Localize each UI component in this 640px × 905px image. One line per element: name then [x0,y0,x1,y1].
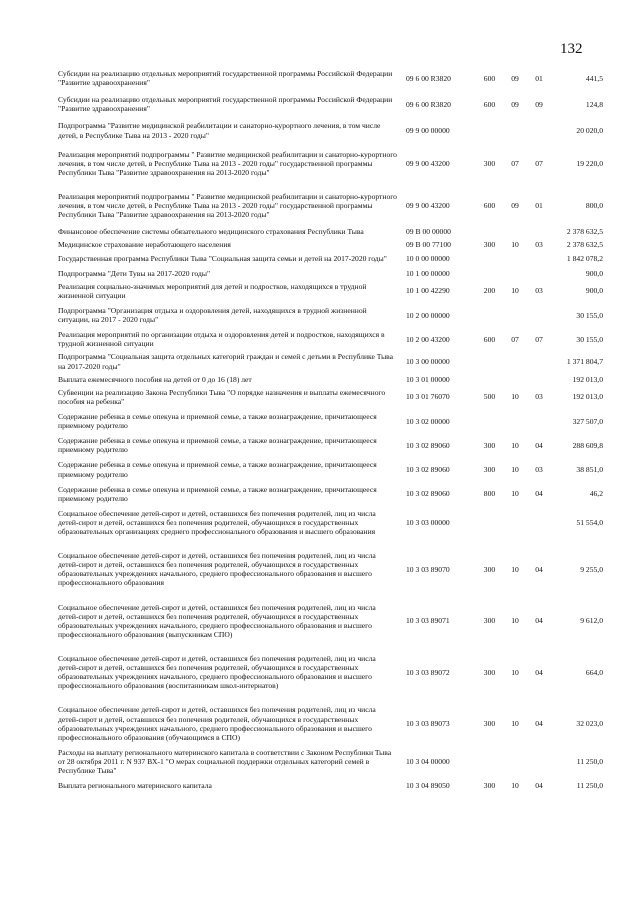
row-subsection [527,504,551,537]
row-subsection [527,114,551,140]
row-code: 10 3 02 00000 [406,416,450,426]
row-expense-type: 300 [483,158,496,168]
table-row [58,349,603,371]
row-name: Расходы на выплату регионального материнского капитала в соответствии с Законом Республики Тыва от 28 октября 2011 г. N 937 ВХ-1 "О мерах социальной поддержки отдельных категорий семей в Республике Тыва" [58,747,392,776]
row-amount: 124,8 [585,99,603,109]
row-section: 10 [511,286,519,296]
row-subsection: 07 [535,158,543,168]
row-expense-type: 300 [483,781,496,791]
row-code: 10 3 00 00000 [406,356,450,366]
table-row [58,385,603,407]
row-expense-type: 300 [483,667,496,677]
row-name: Социальное обеспечение детей-сирот и детей, оставшихся без попечения родителей, лиц из числа детей-сирот и детей, оставшихся без попечения родителей, обучающихся в государственных образовательных учреждениях начального, среднего профессионального образования и высшего профессионального образования (воспитанникам школ-интернатов) [58,654,376,691]
row-subsection: 03 [535,392,543,402]
table-row [58,743,603,776]
row-amount: 46,2 [589,489,603,499]
row-name: Выплата ежемесячного пособия на детей от 0 до 16 (18) лет [58,374,252,384]
row-amount: 30 155,0 [576,334,603,344]
row-name: Реализация мероприятий подпрограммы " Развитие медицинской реабилитации и санаторно-курортного лечения, в том числе детей, в Республике Тыва на 2013 - 2020 годы" государственной программы Республики Тыва "Развитие здравоохранения на 2013-2020 годы" [58,191,397,220]
row-amount: 441,5 [585,73,603,83]
row-code: 09 9 00 00000 [406,125,450,135]
row-expense-type [476,743,503,776]
row-name: Субсидии на реализацию отдельных мероприятий государственной программы Российской Федерации "Развитие здравоохранения" [58,69,393,88]
row-section: 09 [511,99,519,109]
table-row [58,251,603,264]
row-section: 10 [511,464,519,474]
row-code: 10 3 01 76070 [406,392,450,402]
row-expense-type: 600 [483,201,496,211]
row-subsection: 03 [535,464,543,474]
row-subsection: 03 [535,240,543,250]
row-name: Содержание ребенка в семье опекуна и приемной семье, а также вознаграждение, причитающееся приемному родителю [58,460,377,479]
row-subsection: 04 [535,440,543,450]
row-code: 09 6 00 R3820 [406,73,451,83]
row-expense-type [476,504,503,537]
row-code: 09 6 00 R3820 [406,99,451,109]
row-expense-type: 300 [483,719,496,729]
row-section [503,220,527,237]
table-row [58,407,603,431]
row-code: 10 2 00 00000 [406,310,450,320]
row-expense-type: 300 [483,240,496,250]
table-row [58,264,603,279]
row-amount: 51 554,0 [576,517,603,527]
table-row [58,691,603,742]
row-name: Социальное обеспечение детей-сирот и детей, оставшихся без попечения родителей, лиц из числа детей-сирот и детей, оставшихся без попечения родителей, обучающихся в государственных образовательных организациях среднего профессионального образования и высшего образования [58,508,376,537]
row-amount: 1 371 804,7 [566,356,603,366]
row-expense-type: 300 [483,440,496,450]
row-section [503,407,527,431]
row-subsection [527,407,551,431]
table-row [58,504,603,537]
row-name: Субсидии на реализацию отдельных мероприятий государственной программы Российской Федерации "Развитие здравоохранения" [58,95,393,114]
row-expense-type [476,407,503,431]
row-code: 10 1 00 00000 [406,268,450,278]
row-amount: 900,0 [585,286,603,296]
row-code: 10 2 00 43200 [406,334,450,344]
row-amount: 664,0 [585,667,603,677]
row-name: Подпрограмма "Развитие медицинской реабилитации и санаторно-курортного лечения, в том числе детей, в Республике Тыва на 2013 - 2020 годы" [58,121,381,140]
row-expense-type [476,251,503,264]
row-amount: 30 155,0 [576,310,603,320]
row-expense-type [476,301,503,325]
table-row [58,640,603,691]
row-expense-type: 300 [483,464,496,474]
row-code: 09 9 00 43200 [406,158,450,168]
table-row [58,431,603,455]
row-section [503,743,527,776]
row-section: 09 [511,201,519,211]
table-row [58,325,603,349]
row-amount: 38 851,0 [576,464,603,474]
row-section: 10 [511,781,519,791]
row-code: 10 3 03 89072 [406,667,450,677]
row-code: 10 3 03 89073 [406,719,450,729]
row-code: 10 3 02 89060 [406,440,450,450]
row-expense-type [476,372,503,385]
row-amount: 288 609,8 [572,440,603,450]
table-row [58,455,603,479]
row-amount: 800,0 [585,201,603,211]
row-code: 10 3 03 00000 [406,517,450,527]
table-row [58,237,603,250]
row-code: 09 В 00 00000 [406,227,451,237]
row-subsection: 04 [535,781,543,791]
table-row [58,372,603,385]
row-subsection: 01 [535,201,543,211]
row-subsection [527,301,551,325]
row-name: Выплата регионального материнского капитала [58,781,212,791]
row-section: 10 [511,240,519,250]
row-section: 10 [511,667,519,677]
row-name: Социальное обеспечение детей-сирот и детей, оставшихся без попечения родителей, лиц из числа детей-сирот и детей, оставшихся без попечения родителей, обучающихся в государственных образовательных учреждениях начального, среднего профессионального образования и высшего профессионального образования [58,551,376,588]
row-section [503,301,527,325]
row-name: Содержание ребенка в семье опекуна и приемной семье, а также вознаграждение, причитающееся приемному родителю [58,411,377,431]
row-amount: 192 013,0 [572,392,603,402]
row-expense-type: 500 [483,392,496,402]
row-expense-type [476,349,503,371]
row-section: 07 [511,158,519,168]
row-subsection [527,264,551,279]
row-expense-type: 600 [483,99,496,109]
row-name: Социальное обеспечение детей-сирот и детей, оставшихся без попечения родителей, лиц из числа детей-сирот и детей, оставшихся без попечения родителей, обучающихся в государственных образовательных учреждениях начального, среднего профессионального образования и высшего профессионального образования (обучающимся в СПО) [58,705,376,742]
row-amount: 32 023,0 [576,719,603,729]
row-name: Подпрограмма "Организация отдыха и оздоровления детей, находящихся в трудной жизненной ситуации, на 2017 - 2020 годы" [58,305,367,325]
row-subsection: 03 [535,286,543,296]
row-name: Содержание ребенка в семье опекуна и приемной семье, а также вознаграждение, причитающееся приемному родителю [58,484,377,503]
table-row [58,141,603,178]
page-number: 132 [560,41,583,57]
row-code: 10 3 03 89071 [406,616,450,626]
row-code: 10 3 04 00000 [406,757,450,767]
table-row [58,279,603,301]
row-subsection: 04 [535,564,543,574]
row-expense-type [476,264,503,279]
row-amount: 192 013,0 [572,374,603,384]
row-subsection [527,372,551,385]
row-section [503,372,527,385]
row-section [503,349,527,371]
row-amount: 9 612,0 [580,616,603,626]
row-section [503,251,527,264]
row-subsection: 04 [535,719,543,729]
table-row [58,589,603,640]
table-row [58,220,603,237]
row-name: Реализация мероприятий по организации отдыха и оздоровления детей и подростков, находящихся в трудной жизненной ситуации [58,330,385,349]
row-amount: 11 250,0 [576,781,603,791]
row-name: Финансовое обеспечение системы обязательного медицинского страхования Республики Тыва [58,227,364,237]
row-code: 10 1 00 42290 [406,286,450,296]
row-amount: 327 507,0 [572,416,603,426]
table-row [58,776,603,791]
row-section: 10 [511,564,519,574]
row-amount: 9 255,0 [580,564,603,574]
row-expense-type: 800 [483,489,496,499]
row-expense-type [476,114,503,140]
row-section: 09 [511,73,519,83]
row-amount: 2 378 632,5 [566,240,603,250]
row-section [503,264,527,279]
row-name: Подпрограмма "Дети Тувы на 2017-2020 годы" [58,268,211,278]
row-code: 10 0 00 00000 [406,253,450,263]
row-section [503,114,527,140]
row-subsection [527,220,551,237]
row-code: 10 3 02 89060 [406,489,450,499]
row-code: 10 3 04 89050 [406,781,450,791]
row-subsection: 04 [535,667,543,677]
row-amount: 2 378 632,5 [566,227,603,237]
row-amount: 900,0 [585,268,603,278]
row-code: 10 3 03 89070 [406,564,450,574]
row-name: Субвенции на реализацию Закона Республики Тыва "О порядке назначения и выплаты ежемесячного пособия на ребенка" [58,387,386,406]
row-amount: 19 220,0 [576,158,603,168]
table-row [58,178,603,220]
row-code: 09 9 00 43200 [406,201,450,211]
table-row [58,537,603,588]
row-section: 10 [511,392,519,402]
row-name: Содержание ребенка в семье опекуна и приемной семье, а также вознаграждение, причитающееся приемному родителю [58,436,377,455]
table-row [58,480,603,504]
row-subsection: 01 [535,73,543,83]
row-section: 10 [511,719,519,729]
row-name: Подпрограмма "Социальная защита отдельных категорий граждан и семей с детьми в Республике Тыва на 2017-2020 годы" [58,352,394,371]
row-amount: 1 842 078,2 [566,253,603,263]
table-body [58,68,603,791]
row-subsection [527,349,551,371]
row-section: 07 [511,334,519,344]
row-subsection: 04 [535,616,543,626]
row-expense-type: 300 [483,616,496,626]
row-expense-type: 300 [483,564,496,574]
budget-table [58,68,603,791]
table-row [58,88,603,114]
row-subsection: 09 [535,99,543,109]
row-expense-type [476,220,503,237]
table-row [58,114,603,140]
row-code: 10 3 02 89060 [406,464,450,474]
row-section: 10 [511,489,519,499]
table-row [58,301,603,325]
row-expense-type: 600 [483,334,496,344]
row-amount: 20 020,0 [576,125,603,135]
row-name: Социальное обеспечение детей-сирот и детей, оставшихся без попечения родителей, лиц из числа детей-сирот и детей, оставшихся без попечения родителей, обучающихся в государственных образовательных учреждениях начального, среднего профессионального образования и высшего профессионального образования (выпускникам СПО) [58,602,376,639]
row-code: 09 В 00 77100 [406,240,451,250]
row-name: Реализация мероприятий подпрограммы " Развитие медицинской реабилитации и санаторно-курортного лечения, в том числе детей, в Республике Тыва на 2013 - 2020 годы" государственной программы Республики Тыва "Развитие здравоохранения на 2013-2020 годы" [58,149,397,177]
table-row [58,68,603,88]
row-subsection: 04 [535,489,543,499]
row-name: Государственная программа Республики Тыва "Социальная защита семьи и детей на 2017-2020 годы" [58,253,387,263]
row-amount: 11 250,0 [576,757,603,767]
row-expense-type: 600 [483,73,496,83]
row-code: 10 3 01 00000 [406,374,450,384]
row-subsection [527,251,551,264]
row-section [503,504,527,537]
row-subsection: 07 [535,334,543,344]
row-name: Медицинское страхование неработающего населения [58,240,231,250]
row-subsection [527,743,551,776]
row-name: Реализация социально-значимых мероприятий для детей и подростков, находящихся в трудной жизненной ситуации [58,281,367,300]
row-expense-type: 200 [483,286,496,296]
row-section: 10 [511,440,519,450]
row-section: 10 [511,616,519,626]
